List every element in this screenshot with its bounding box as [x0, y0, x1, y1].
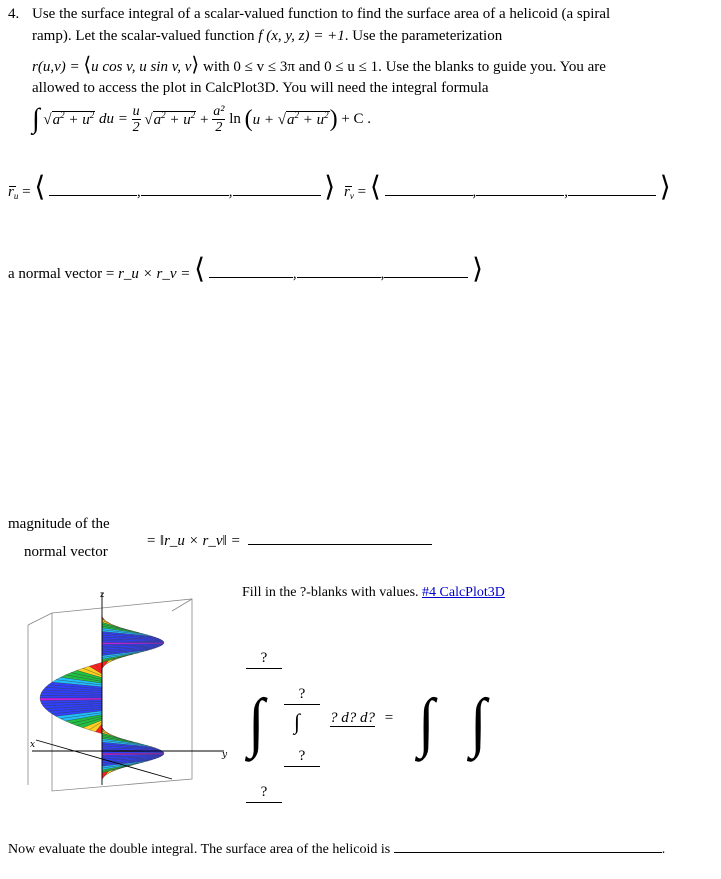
ru-blank-2[interactable] [141, 181, 229, 196]
parameter-range: with 0 ≤ v ≤ 3π and 0 ≤ u ≤ 1 [202, 59, 379, 75]
surface-area-blank[interactable] [394, 840, 662, 853]
normal-blank-1[interactable] [209, 263, 293, 278]
inner-upper-limit[interactable]: ? [284, 686, 320, 705]
outer-lower-limit[interactable]: ? [246, 784, 282, 803]
final-sentence: Now evaluate the double integral. The surface area of the helicoid is . [8, 842, 666, 857]
problem-line-4: allowed to access the plot in CalcPlot3D. You will need the integral formula [32, 80, 489, 96]
axis-x-label: x [30, 740, 36, 750]
problem-number: 4. [8, 6, 20, 22]
normal-vector-row: a normal vector = r_u × r_v = ⟨ , , ⟩ [8, 254, 484, 285]
rv-blank-3[interactable] [568, 181, 656, 196]
result-integral-sign-2: ∫ [470, 685, 487, 759]
inner-integral-sign: ∫ [294, 709, 301, 734]
result-integral-sign-1: ∫ [418, 685, 435, 759]
integrand-row: ? d? d? = [330, 710, 394, 726]
magnitude-label-1: magnitude of the [8, 516, 110, 532]
inner-lower-limit[interactable]: ? [284, 748, 320, 767]
rv-vector-row: $r_v$ = ⟨ , , ⟩ [344, 172, 671, 203]
integrand-blank[interactable]: ? d? d? [330, 710, 375, 726]
rv-blank-2[interactable] [476, 181, 564, 196]
helicoid-plot [22, 585, 234, 793]
normal-blank-2[interactable] [297, 263, 381, 278]
fill-note: Fill in the ?-blanks with values. #4 CalcPlot3D [242, 585, 505, 600]
magnitude-row [146, 530, 432, 550]
problem-line-1: Use the surface integral of a scalar-valued function to find the surface area of a helicoid (a spiral [32, 6, 611, 22]
integral-sign: ∫ [32, 103, 40, 135]
magnitude-label-2: normal vector [24, 544, 108, 560]
problem-line-2: ramp). Let the scalar-valued function f (x, y, z) = +1. Use the parameterization [32, 28, 503, 44]
ru-vector-row: $r_u$ = ⟨ , , ⟩ [8, 172, 336, 203]
ru-blank-1[interactable] [49, 181, 137, 196]
magnitude-blank[interactable] [248, 530, 432, 545]
parameterization-lhs: r(u,v) = [32, 59, 84, 75]
scalar-function: f (x, y, z) = +1 [258, 28, 345, 44]
cross-product: r_u × r_v = [118, 266, 191, 282]
calcplot3d-link[interactable]: #4 CalcPlot3D [422, 585, 505, 600]
axis-z-label: z [100, 590, 105, 599]
integral-formula: ∫ $√a^2 + u^2$ du = $\frac{u}{2}$ $√a^2 + u^2$ + $\frac{\text{a²}}{2}$ $\ln (u + √a^2 + u^2) + C$ . [32, 103, 372, 135]
normal-blank-3[interactable] [384, 263, 468, 278]
magnitude-expression: = ‖r_u × r_v‖ = [146, 533, 241, 549]
parameterization-body: u cos v, u sin v, v [91, 59, 192, 75]
axis-y-label: y [222, 750, 228, 760]
ru-blank-3[interactable] [233, 181, 321, 196]
problem-line-3: r(u,v) = ⟨u cos v, u sin v, v⟩ with 0 ≤ v ≤ 3π and 0 ≤ u ≤ 1. Use the blanks to guide you. You are [32, 54, 606, 76]
outer-upper-limit[interactable]: ? [246, 650, 282, 669]
rv-blank-1[interactable] [385, 181, 473, 196]
outer-integral-sign: ∫ [248, 685, 265, 759]
